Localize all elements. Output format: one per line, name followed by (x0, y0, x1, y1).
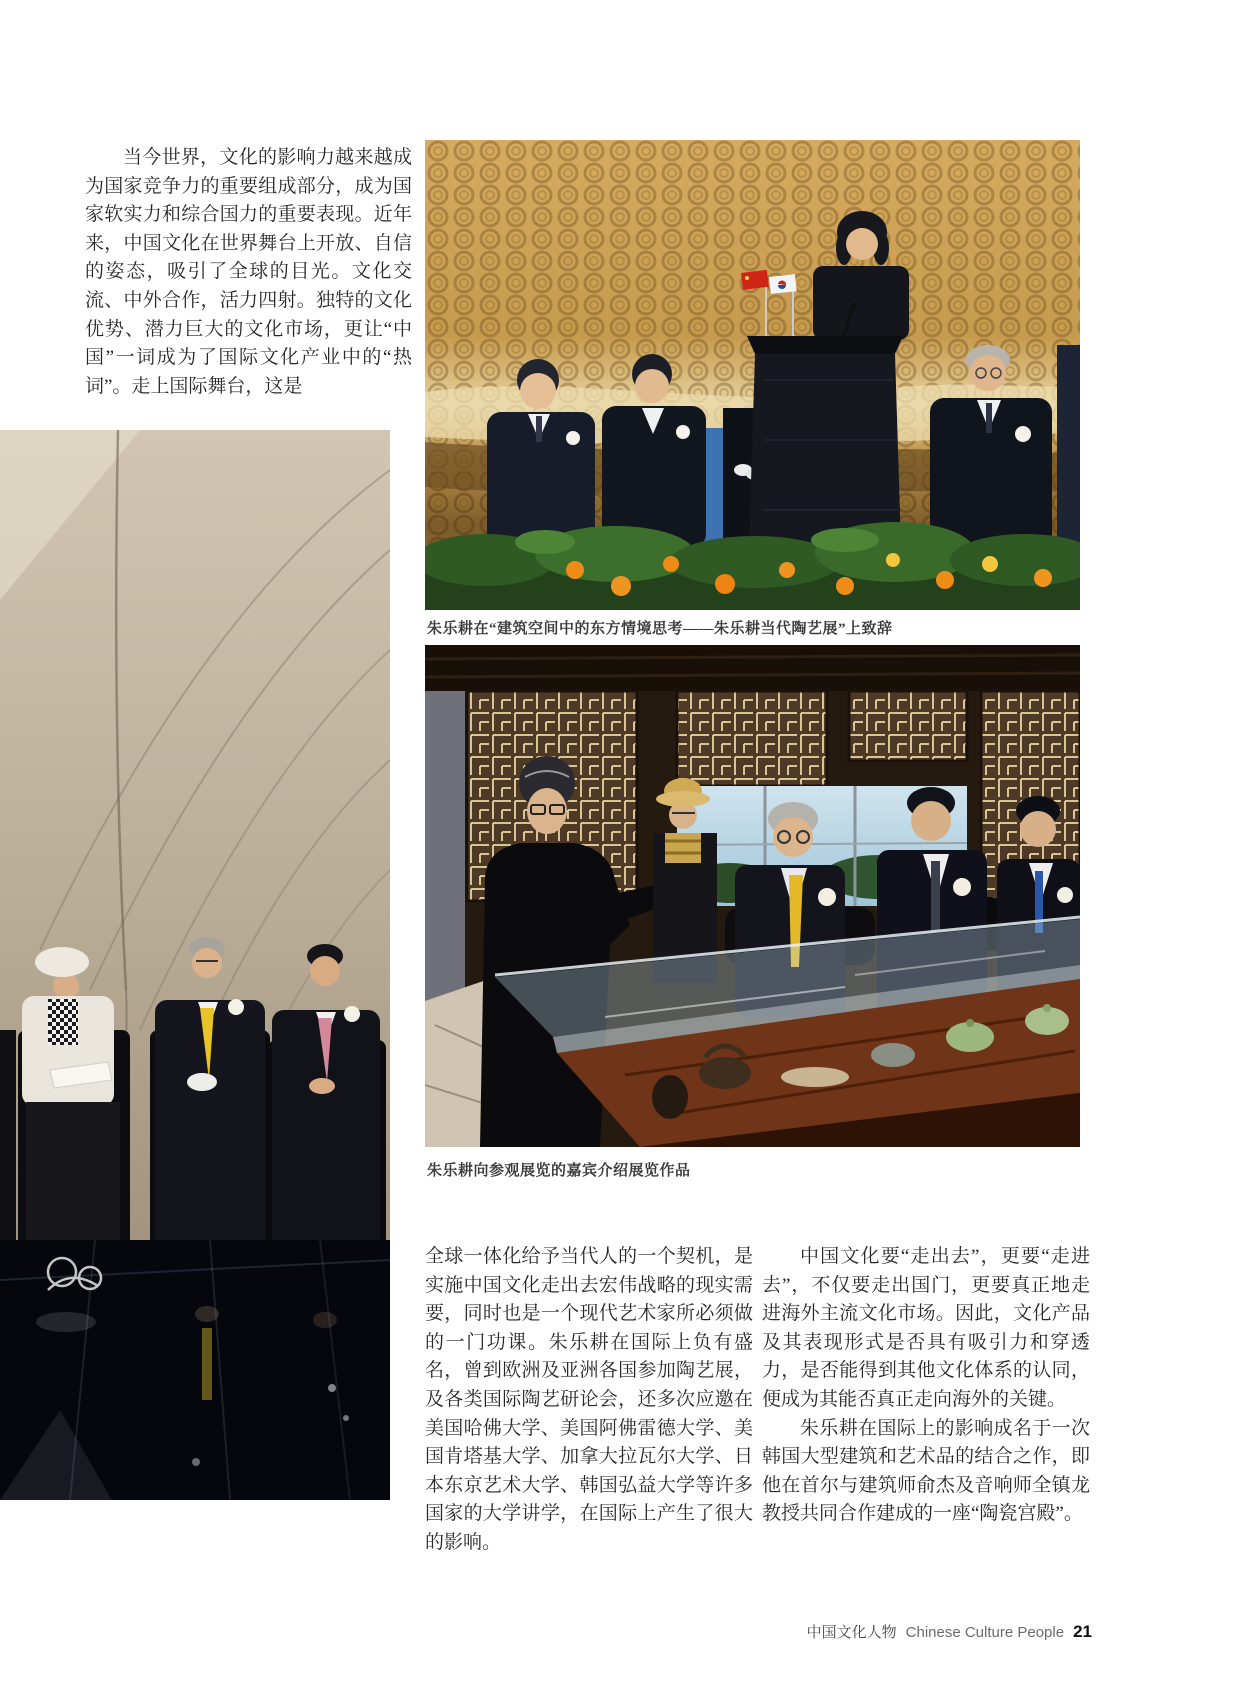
body-paragraph-2: 朱乐耕在国际上的影响成名于一次韩国大型建筑和艺术品的结合之作，即他在首尔与建筑师俞杰及音响师全镇龙教授共同合作建成的一座“陶瓷宫殿”。 (762, 1417, 1090, 1525)
speech-photo-art (425, 140, 1080, 610)
footer-title-cn: 中国文化人物 (806, 1624, 897, 1641)
body-paragraph-1: 中国文化要“走出去”，更要“走进去”，不仅要走出国门，更要真正地走进海外主流文化市场。因此，文化产品及其表现形式是否具有吸引力和穿透力，是否能得到其他文化体系的认同，便成为其能否真正走向海外的关键。 (762, 1246, 1090, 1410)
china-flag-icon (741, 270, 769, 290)
korea-flag-icon (769, 274, 797, 294)
exhibition-photo (425, 645, 1080, 1147)
footer-title-en: Chinese Culture People (905, 1624, 1065, 1641)
page-number: 21 (1073, 1622, 1092, 1641)
grey-curtain (425, 691, 465, 1001)
audience-photo (0, 430, 390, 1500)
speech-photo (425, 140, 1080, 610)
exhibition-photo-art (425, 645, 1080, 1147)
audience-photo-art (0, 430, 390, 1500)
edge-figure (0, 1030, 16, 1260)
speech-photo-caption: 朱乐耕在“建筑空间中的东方情境思考——朱乐耕当代陶艺展”上致辞 (427, 621, 893, 637)
body-column-left: 全球一体化给予当代人的一个契机，是实施中国文化走出去宏伟战略的现实需要，同时也是一个现代艺术家所必须做的一门功课。朱乐耕在国际上负有盛名，曾到欧洲及亚洲各国参加陶艺展，及各类国际陶艺研论会，还多次应邀在美国哈佛大学、美国阿佛雷德大学、美国肯塔基大学、加拿大拉瓦尔大学、日本东京艺术大学、韩国弘益大学等许多国家的大学讲学，在国际上产生了很大的影响。 (425, 1246, 753, 1553)
ceiling (425, 645, 1080, 691)
exhibition-photo-caption: 朱乐耕向参观展览的嘉宾介绍展览作品 (427, 1163, 691, 1179)
edge-figure (1057, 345, 1080, 545)
body-column-right (762, 1243, 1090, 1529)
page-footer (807, 1621, 1092, 1642)
marble-floor-reflections (0, 1240, 390, 1500)
intro-paragraph: 当今世界，文化的影响力越来越成为国家竞争力的重要组成部分，成为国家软实力和综合国力的重要表现。近年来，中国文化在世界舞台上开放、自信的姿态，吸引了全球的目光。文化交流、中外合作，活力四射。独特的文化优势、潜力巨大的文化市场，更让“中国”一词成为了国际文化产业中的“热词”。走上国际舞台，这是 (85, 147, 412, 397)
